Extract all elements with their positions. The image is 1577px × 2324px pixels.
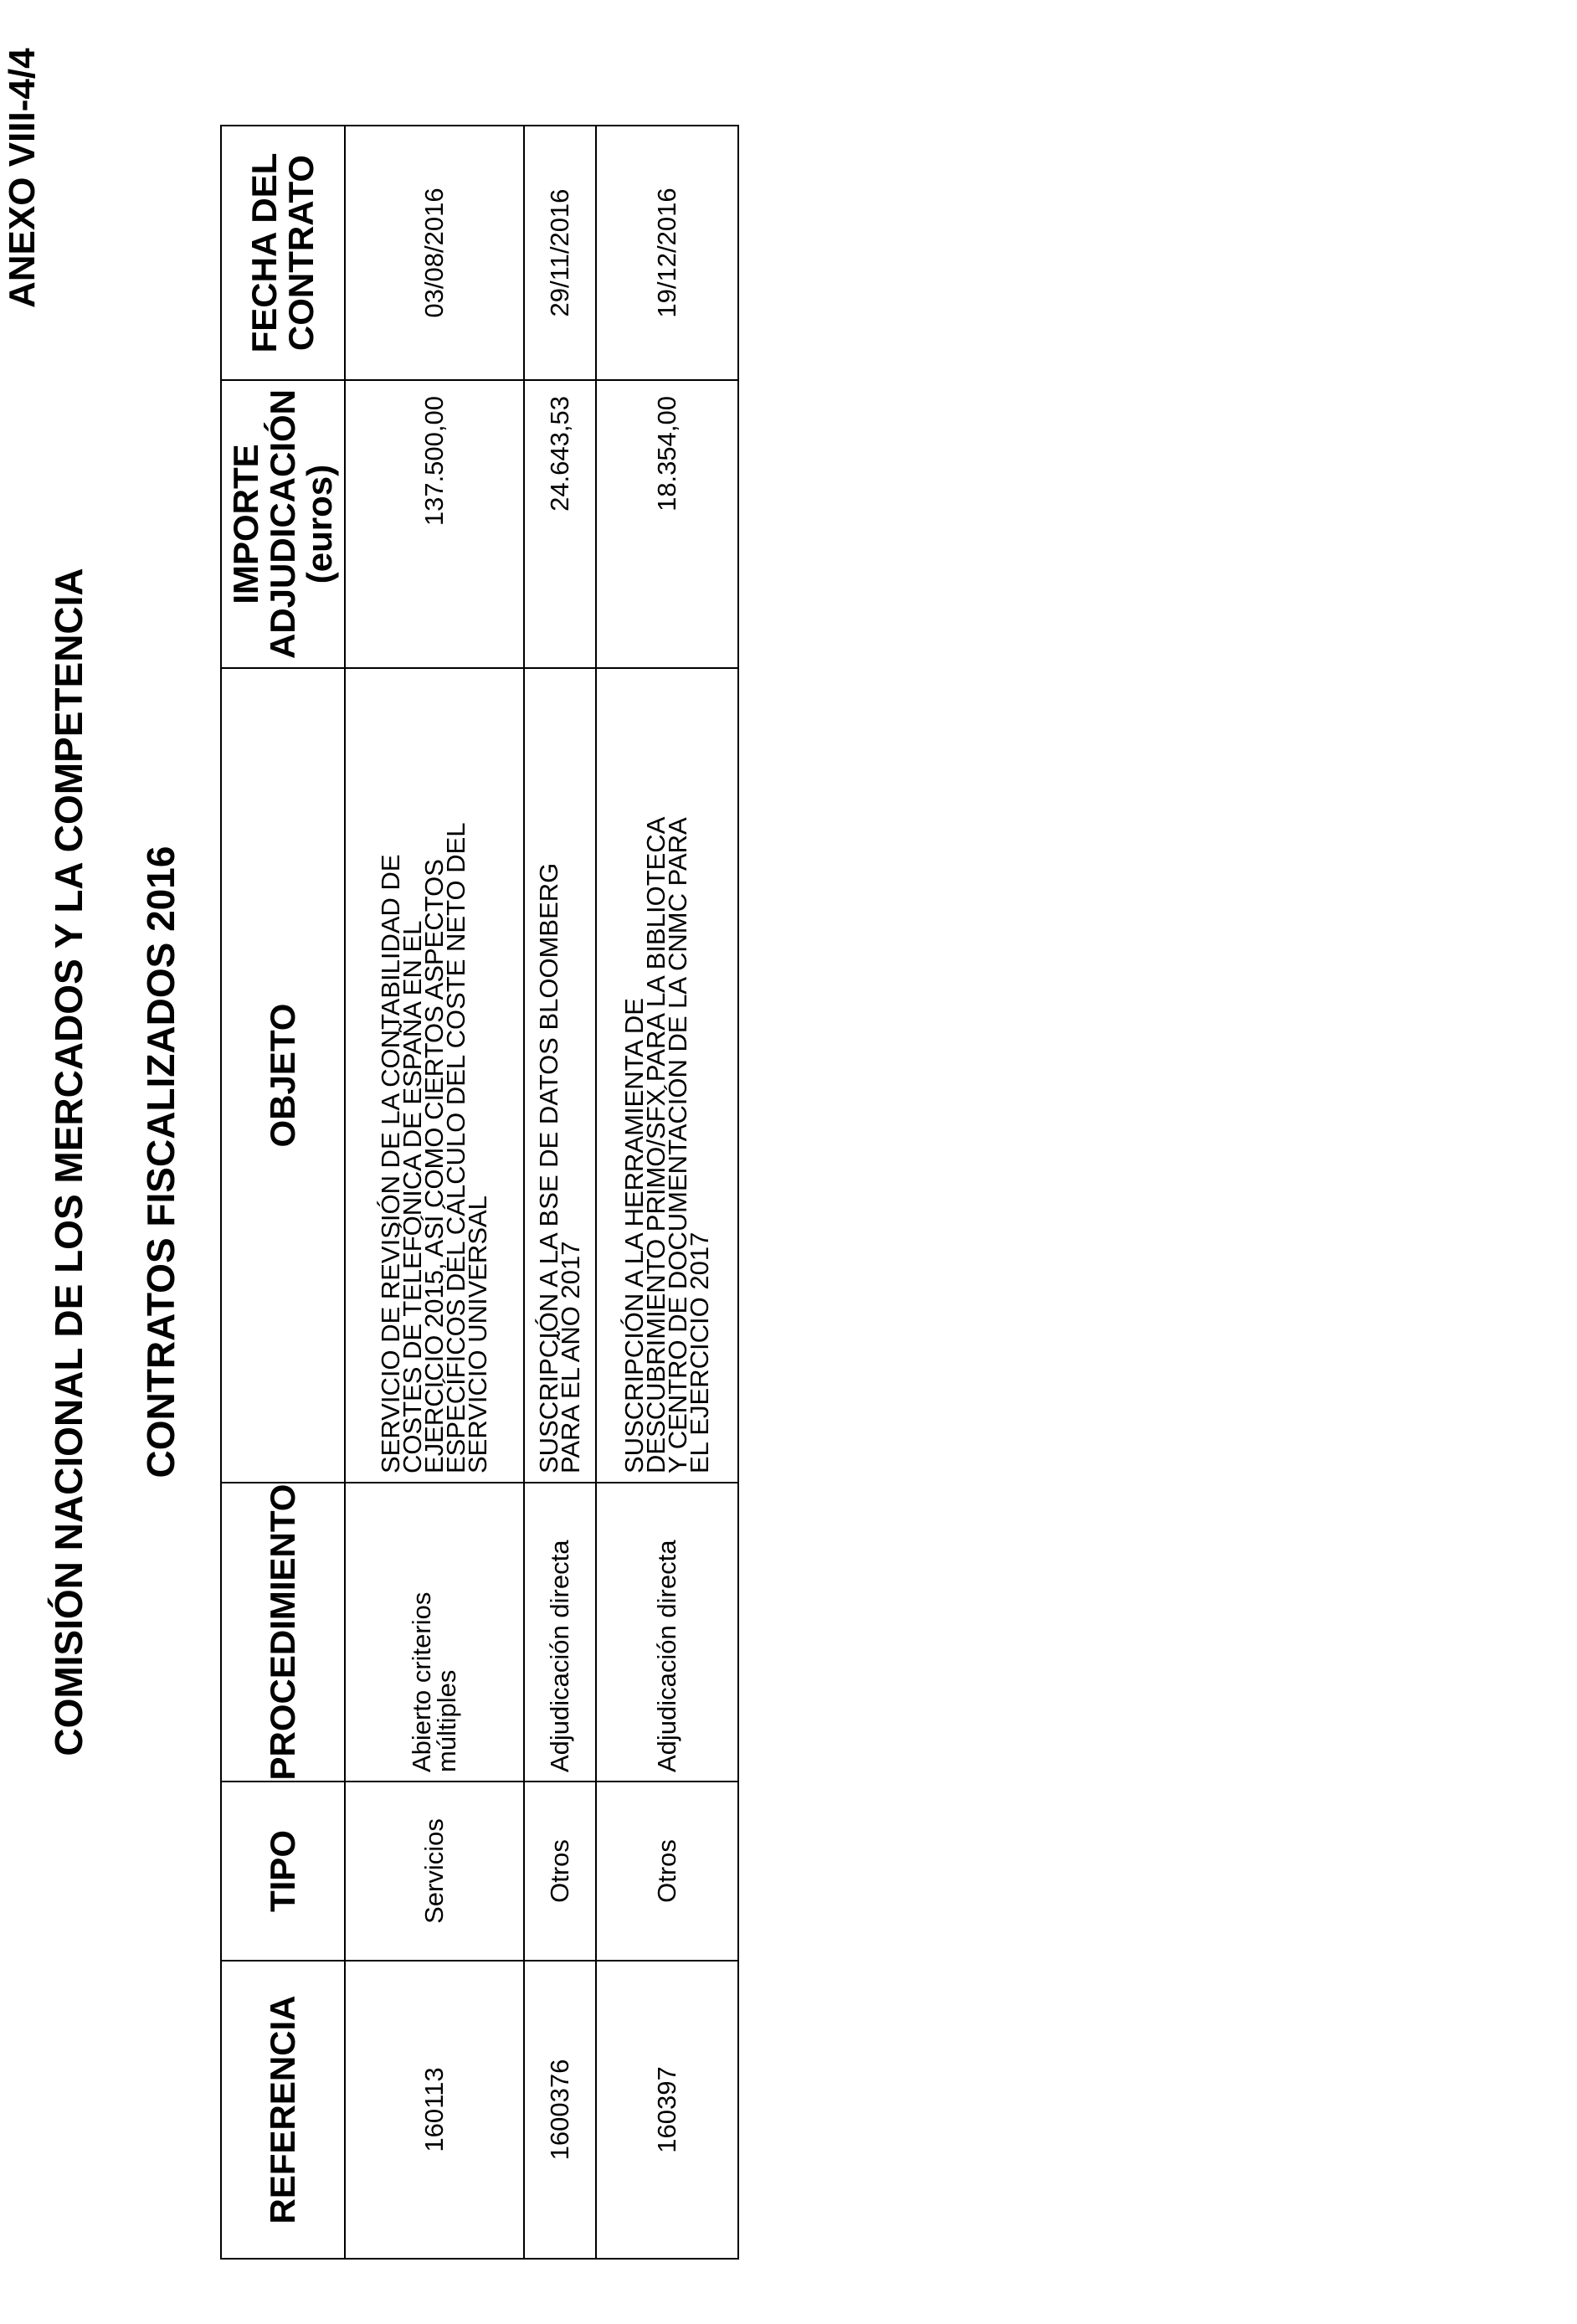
header-objeto: OBJETO (221, 668, 345, 1483)
annex-label: ANEXO VIII-4/4 (2, 48, 43, 308)
objeto-line: SUSCRIPCIÓN A LA HERRAMIENTA DE (619, 998, 649, 1473)
objeto-line: EJERCICIO 2015, ASÍ COMO CIERTOS ASPECTOS (419, 859, 449, 1473)
procedimiento-line2: múltiples (432, 1669, 461, 1772)
contracts-table (220, 125, 739, 2260)
cell-objeto (345, 668, 524, 1483)
cell-referencia: 160113 (345, 1961, 524, 2259)
cell-importe: 18.354,00 (596, 380, 738, 668)
cell-importe: 137.500,00 (345, 380, 524, 668)
procedimiento-line1: Adjudicación directa (545, 1540, 574, 1772)
cell-referencia: 1600376 (524, 1961, 596, 2259)
cell-procedimiento (524, 1483, 596, 1782)
table-row (524, 126, 596, 2259)
cell-tipo: Otros (524, 1782, 596, 1961)
procedimiento-line1: Abierto criterios (407, 1591, 436, 1772)
cell-procedimiento (596, 1483, 738, 1782)
cell-fecha: 29/11/2016 (524, 126, 596, 380)
objeto-line: SERVICIO UNIVERSAL (463, 1195, 492, 1473)
header-referencia: REFERENCIA (221, 1961, 345, 2259)
cell-tipo: Servicios (345, 1782, 524, 1961)
header-importe-line2: ADJUDICACIÓN (263, 389, 302, 660)
cell-objeto (524, 668, 596, 1483)
header-procedimiento: PROCEDIMIENTO (221, 1483, 345, 1782)
header-importe-line1: IMPORTE (226, 444, 265, 604)
cell-fecha: 03/08/2016 (345, 126, 524, 380)
cell-referencia: 160397 (596, 1961, 738, 2259)
objeto-line: DESCUBRIMIENTO PRIMO/SFX PARA LA BIBLIOTECA (641, 816, 670, 1473)
objeto-line: SUSCRIPCIÓN A LA BSE DE DATOS BLOOMBERG (534, 862, 563, 1473)
cell-procedimiento (345, 1483, 524, 1782)
objeto-line: SERVICIO DE REVISIÓN DE LA CONTABILIDAD DE (376, 854, 405, 1473)
objeto-line: EL EJERCICIO 2017 (685, 1231, 714, 1473)
objeto-line: PARA EL AÑO 2017 (556, 1241, 585, 1473)
header-importe-line3: (euros) (300, 464, 339, 584)
header-fecha (221, 126, 345, 380)
objeto-line: COSTES DE TELEFÓNICA DE ESPAÑA EN EL (398, 920, 427, 1473)
organization-title: COMISIÓN NACIONAL DE LOS MERCADOS Y LA COMPETENCIA (47, 568, 90, 1756)
cell-importe: 24.643,53 (524, 380, 596, 668)
cell-fecha: 19/12/2016 (596, 126, 738, 380)
document-title: CONTRATOS FISCALIZADOS 2016 (139, 846, 182, 1478)
table-header-row (221, 126, 345, 2259)
table-row (345, 126, 524, 2259)
objeto-line: Y CENTRO DE DOCUMENTACIÓN DE LA CNMC PARA (663, 817, 692, 1473)
header-importe (221, 380, 345, 668)
cell-objeto (596, 668, 738, 1483)
header-tipo: TIPO (221, 1782, 345, 1961)
cell-tipo: Otros (596, 1782, 738, 1961)
header-fecha-line2: CONTRATO (281, 154, 321, 352)
table-row (596, 126, 738, 2259)
header-fecha-line1: FECHA DEL (244, 152, 284, 353)
objeto-line: ESPECÍFICOS DEL CÁLCULO DEL COSTE NETO DEL (441, 822, 470, 1473)
procedimiento-line1: Adjudicación directa (652, 1540, 681, 1772)
